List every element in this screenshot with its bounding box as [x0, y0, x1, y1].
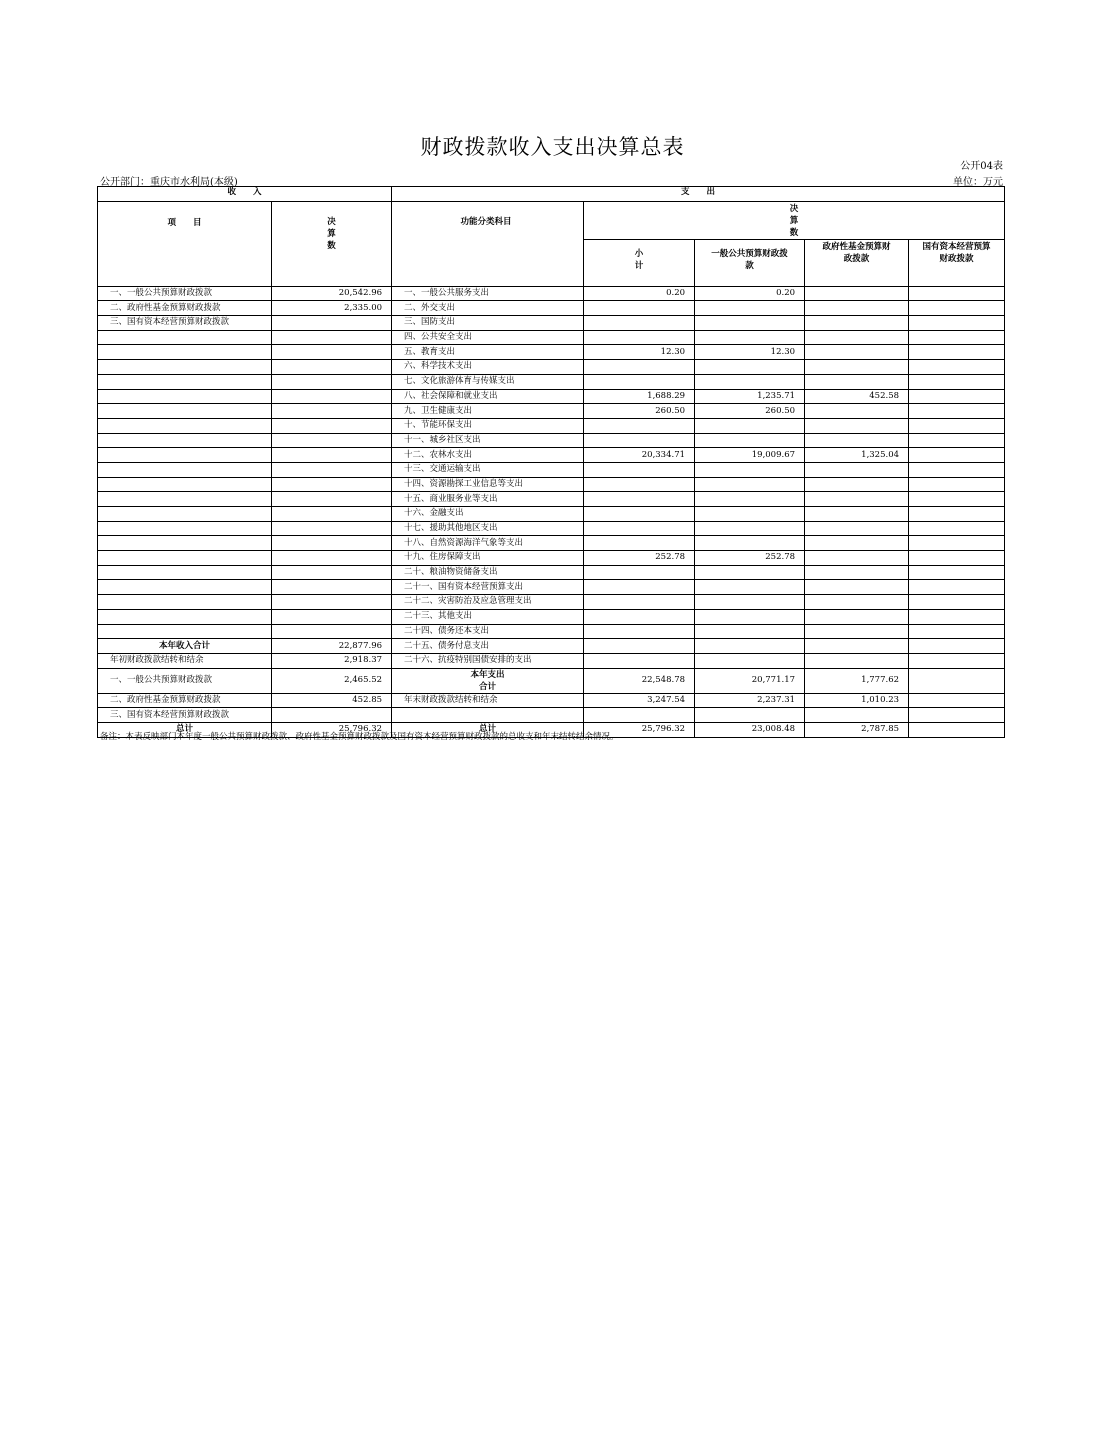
begin-capital-label: 三、国有资本经营预算财政拨款: [98, 708, 272, 723]
summary-row: [98, 708, 1005, 723]
state-capital-cell: [909, 360, 1005, 375]
year-expense-subtotal: 22,548.78: [584, 668, 695, 693]
empty-cell: [909, 653, 1005, 668]
subtotal-cell: [584, 492, 695, 507]
fund-budget-cell: [805, 492, 909, 507]
table-row: [98, 580, 1005, 595]
fund-budget-cell: [805, 536, 909, 551]
table-row: [98, 286, 1005, 301]
fund-budget-cell: [805, 404, 909, 419]
expense-item-cell: 十三、交通运输支出: [392, 462, 584, 477]
state-capital-cell: [909, 462, 1005, 477]
income-item-cell: [98, 389, 272, 404]
header-row-2: [98, 201, 1005, 239]
expense-item-cell: 七、文化旅游体育与传媒支出: [392, 374, 584, 389]
general-budget-cell: [695, 330, 805, 345]
expense-item-cell: 十八、自然资源海洋气象等支出: [392, 536, 584, 551]
table-row: [98, 595, 1005, 610]
empty-cell: [805, 653, 909, 668]
table-row: [98, 374, 1005, 389]
subtotal-cell: 0.20: [584, 286, 695, 301]
expense-item-cell: 十六、金融支出: [392, 507, 584, 522]
expense-item-cell: 九、卫生健康支出: [392, 404, 584, 419]
expense-item-cell: 十四、资源勘探工业信息等支出: [392, 477, 584, 492]
state-capital-cell: [909, 521, 1005, 536]
table-row: [98, 521, 1005, 536]
income-item-cell: 一、一般公共预算财政拨款: [98, 286, 272, 301]
general-budget-cell: 260.50: [695, 404, 805, 419]
header-row-1: [98, 187, 1005, 202]
summary-row: [98, 653, 1005, 668]
empty-cell: [909, 722, 1005, 737]
table-row: [98, 330, 1005, 345]
subtotal-cell: [584, 330, 695, 345]
income-item-cell: [98, 448, 272, 463]
begin-general-value: 2,465.52: [272, 668, 392, 693]
subtotal-cell: [584, 418, 695, 433]
expense-item-cell: 二十二、灾害防治及应急管理支出: [392, 595, 584, 610]
function-class-header: 功能分类科目: [392, 201, 584, 286]
end-balance-fund: 1,010.23: [805, 693, 909, 708]
total-income-value: 25,796.32: [272, 722, 392, 737]
fund-budget-cell: [805, 565, 909, 580]
income-item-cell: [98, 624, 272, 639]
year-expense-general: 20,771.17: [695, 668, 805, 693]
income-amount-cell: 2,335.00: [272, 301, 392, 316]
table-row: [98, 624, 1005, 639]
fund-budget-cell: [805, 595, 909, 610]
department-label: 公开部门：重庆市水利局(本级): [100, 177, 238, 188]
table-row: [98, 609, 1005, 624]
state-capital-cell: [909, 418, 1005, 433]
income-amount-cell: [272, 609, 392, 624]
fund-budget-cell: [805, 507, 909, 522]
income-amount-cell: [272, 462, 392, 477]
income-item-cell: [98, 477, 272, 492]
fund-budget-cell: [805, 345, 909, 360]
state-capital-cell: [909, 551, 1005, 566]
fund-budget-cell: [805, 624, 909, 639]
table-row: [98, 433, 1005, 448]
year-income-value: 22,877.96: [272, 639, 392, 654]
table-row: [98, 301, 1005, 316]
fund-budget-cell: [805, 433, 909, 448]
fund-budget-cell: [805, 580, 909, 595]
empty-cell: [909, 708, 1005, 723]
page-title: 财政拨款收入支出决算总表: [420, 135, 685, 159]
empty-cell: [909, 639, 1005, 654]
state-capital-cell: [909, 374, 1005, 389]
state-capital-cell: [909, 404, 1005, 419]
table-row: [98, 492, 1005, 507]
general-budget-cell: [695, 609, 805, 624]
income-amount-cell: [272, 316, 392, 331]
subtotal-cell: [584, 316, 695, 331]
income-item-cell: [98, 580, 272, 595]
state-capital-cell: [909, 345, 1005, 360]
state-capital-cell: [909, 477, 1005, 492]
fund-budget-cell: [805, 374, 909, 389]
empty-cell: [909, 668, 1005, 693]
final-amount-header: 决算数: [272, 201, 392, 286]
total-income-label: 总计: [98, 722, 272, 737]
expense-item-cell: 三、国防支出: [392, 316, 584, 331]
subtotal-cell: [584, 624, 695, 639]
income-amount-cell: [272, 595, 392, 610]
general-budget-cell: [695, 595, 805, 610]
summary-row: [98, 693, 1005, 708]
anti-epidemic-cell: 二十六、抗疫特别国债安排的支出: [392, 653, 584, 668]
state-capital-cell: [909, 492, 1005, 507]
empty-cell: [392, 708, 584, 723]
general-budget-cell: 19,009.67: [695, 448, 805, 463]
expense-item-cell: 十、节能环保支出: [392, 418, 584, 433]
subtotal-cell: 260.50: [584, 404, 695, 419]
fund-budget-cell: [805, 316, 909, 331]
income-item-cell: [98, 462, 272, 477]
year-expense-label-text: 本年支出合计: [470, 669, 505, 692]
expense-item-cell: 二十一、国有资本经营预算支出: [392, 580, 584, 595]
table-row: [98, 389, 1005, 404]
begin-fund-value: 452.85: [272, 693, 392, 708]
expense-item-cell: 五、教育支出: [392, 345, 584, 360]
income-item-cell: [98, 551, 272, 566]
general-budget-cell: 12.30: [695, 345, 805, 360]
income-amount-cell: [272, 551, 392, 566]
total-general: 23,008.48: [695, 722, 805, 737]
income-item-cell: [98, 374, 272, 389]
fund-budget-cell: [805, 360, 909, 375]
general-budget-cell: [695, 565, 805, 580]
general-budget-cell: [695, 536, 805, 551]
empty-cell: [909, 693, 1005, 708]
empty-cell: [695, 639, 805, 654]
fund-budget-cell: [805, 521, 909, 536]
general-budget-cell: [695, 521, 805, 536]
fund-budget-header: 政府性基金预算财政拨款: [805, 239, 909, 286]
income-amount-cell: 20,542.96: [272, 286, 392, 301]
state-capital-cell: [909, 433, 1005, 448]
subtotal-cell: 252.78: [584, 551, 695, 566]
subtotal-cell: [584, 360, 695, 375]
income-header: 收 入: [98, 187, 392, 202]
general-budget-cell: [695, 580, 805, 595]
fund-budget-cell: [805, 462, 909, 477]
table-row: [98, 316, 1005, 331]
empty-cell: [695, 653, 805, 668]
fund-budget-cell: [805, 477, 909, 492]
income-item-cell: [98, 609, 272, 624]
expense-item-cell: 二、外交支出: [392, 301, 584, 316]
general-budget-cell: [695, 360, 805, 375]
income-amount-cell: [272, 330, 392, 345]
table-row: [98, 551, 1005, 566]
expense-item-cell: 八、社会保障和就业支出: [392, 389, 584, 404]
income-amount-cell: [272, 507, 392, 522]
state-capital-cell: [909, 580, 1005, 595]
subtotal-cell: 1,688.29: [584, 389, 695, 404]
form-number: 公开04表: [960, 161, 1003, 172]
expense-item-cell: 四、公共安全支出: [392, 330, 584, 345]
begin-general-label: 一、一般公共预算财政拨款: [98, 668, 272, 693]
table-row: [98, 448, 1005, 463]
fund-budget-cell: [805, 418, 909, 433]
table-row: [98, 404, 1005, 419]
empty-cell: [584, 639, 695, 654]
income-item-cell: [98, 507, 272, 522]
state-capital-cell: [909, 286, 1005, 301]
empty-cell: [584, 708, 695, 723]
begin-balance-label: 年初财政拨款结转和结余: [98, 653, 272, 668]
income-amount-cell: [272, 580, 392, 595]
state-capital-cell: [909, 389, 1005, 404]
begin-fund-label: 二、政府性基金预算财政拨款: [98, 693, 272, 708]
year-income-label: 本年收入合计: [98, 639, 272, 654]
income-amount-cell: [272, 448, 392, 463]
income-amount-cell: [272, 492, 392, 507]
subtotal-cell: [584, 595, 695, 610]
table-row: [98, 345, 1005, 360]
state-capital-cell: [909, 565, 1005, 580]
state-capital-header: 国有资本经营预算财政拨款: [909, 239, 1005, 286]
expense-item-cell: 十一、城乡社区支出: [392, 433, 584, 448]
income-amount-cell: [272, 536, 392, 551]
general-budget-cell: 0.20: [695, 286, 805, 301]
income-item-cell: [98, 345, 272, 360]
unit-label: 单位：万元: [953, 177, 1003, 188]
table-row: [98, 360, 1005, 375]
state-capital-cell: [909, 448, 1005, 463]
general-budget-cell: [695, 316, 805, 331]
end-balance-general: 2,237.31: [695, 693, 805, 708]
footnote: 备注：本表反映部门本年度一般公共预算财政拨款、政府性基金预算财政拨款及国有资本经营预算财政拨款的总收支和年末结转结余情况。: [100, 732, 619, 742]
income-amount-cell: [272, 418, 392, 433]
total-expense-label: 总计: [392, 722, 584, 737]
expense-item-cell: 一、一般公共服务支出: [392, 286, 584, 301]
table-row: [98, 462, 1005, 477]
subtotal-cell: [584, 477, 695, 492]
income-amount-cell: [272, 345, 392, 360]
subtotal-cell: [584, 374, 695, 389]
general-budget-cell: [695, 418, 805, 433]
general-budget-cell: [695, 374, 805, 389]
general-budget-cell: 1,235.71: [695, 389, 805, 404]
general-budget-cell: [695, 477, 805, 492]
total-fund: 2,787.85: [805, 722, 909, 737]
subtotal-header: 小计: [584, 239, 695, 286]
end-balance-subtotal: 3,247.54: [584, 693, 695, 708]
expense-item-cell: 十七、援助其他地区支出: [392, 521, 584, 536]
income-amount-cell: [272, 477, 392, 492]
expense-item-cell: 二十、粮油物资储备支出: [392, 565, 584, 580]
general-budget-cell: [695, 462, 805, 477]
expense-header: 支 出: [392, 187, 1005, 202]
table-row: [98, 536, 1005, 551]
subtotal-cell: 20,334.71: [584, 448, 695, 463]
subtotal-cell: [584, 433, 695, 448]
expense-item-cell: 六、科学技术支出: [392, 360, 584, 375]
income-item-cell: 三、国有资本经营预算财政拨款: [98, 316, 272, 331]
expense-item-cell: 二十三、其他支出: [392, 609, 584, 624]
general-budget-header: 一般公共预算财政拨款: [695, 239, 805, 286]
income-item-cell: [98, 433, 272, 448]
subtotal-cell: 12.30: [584, 345, 695, 360]
income-item-cell: [98, 360, 272, 375]
total-subtotal: 25,796.32: [584, 722, 695, 737]
income-item-cell: [98, 595, 272, 610]
subtotal-cell: [584, 565, 695, 580]
income-amount-cell: [272, 433, 392, 448]
subtotal-cell: [584, 536, 695, 551]
income-amount-cell: [272, 374, 392, 389]
year-expense-fund: 1,777.62: [805, 668, 909, 693]
general-budget-cell: [695, 507, 805, 522]
final-amount-group-header: 决算数: [584, 201, 1005, 239]
expense-item-cell: 十二、农林水支出: [392, 448, 584, 463]
general-budget-cell: [695, 492, 805, 507]
income-item-cell: 二、政府性基金预算财政拨款: [98, 301, 272, 316]
income-item-cell: [98, 521, 272, 536]
income-amount-cell: [272, 389, 392, 404]
year-expense-label: [392, 668, 584, 693]
income-amount-cell: [272, 521, 392, 536]
general-budget-cell: [695, 624, 805, 639]
empty-cell: [584, 653, 695, 668]
income-item-cell: [98, 492, 272, 507]
state-capital-cell: [909, 536, 1005, 551]
begin-balance-value: 2,918.37: [272, 653, 392, 668]
expense-item-cell: 十五、商业服务业等支出: [392, 492, 584, 507]
subtotal-cell: [584, 580, 695, 595]
general-budget-cell: [695, 301, 805, 316]
state-capital-cell: [909, 624, 1005, 639]
income-amount-cell: [272, 624, 392, 639]
subtotal-cell: [584, 507, 695, 522]
item-header: 项 目: [98, 201, 272, 286]
subtotal-cell: [584, 521, 695, 536]
income-item-cell: [98, 404, 272, 419]
fund-budget-cell: [805, 286, 909, 301]
income-item-cell: [98, 536, 272, 551]
empty-cell: [695, 708, 805, 723]
budget-summary-table: [97, 186, 1005, 738]
expense-item-cell: 十九、住房保障支出: [392, 551, 584, 566]
state-capital-cell: [909, 316, 1005, 331]
empty-cell: [272, 708, 392, 723]
fund-budget-cell: [805, 551, 909, 566]
empty-cell: [805, 708, 909, 723]
summary-row: [98, 639, 1005, 654]
summary-row: [98, 668, 1005, 693]
state-capital-cell: [909, 330, 1005, 345]
end-balance-label: 年末财政拨款结转和结余: [392, 693, 584, 708]
fund-budget-cell: 1,325.04: [805, 448, 909, 463]
subtotal-cell: [584, 609, 695, 624]
state-capital-cell: [909, 507, 1005, 522]
income-item-cell: [98, 330, 272, 345]
income-amount-cell: [272, 360, 392, 375]
income-amount-cell: [272, 565, 392, 580]
income-item-cell: [98, 565, 272, 580]
table-row: [98, 565, 1005, 580]
income-item-cell: [98, 418, 272, 433]
general-budget-cell: 252.78: [695, 551, 805, 566]
expense-item-cell: 二十四、债务还本支出: [392, 624, 584, 639]
general-budget-cell: [695, 433, 805, 448]
debt-interest-cell: 二十五、债务付息支出: [392, 639, 584, 654]
state-capital-cell: [909, 609, 1005, 624]
table-row: [98, 477, 1005, 492]
income-amount-cell: [272, 404, 392, 419]
state-capital-cell: [909, 595, 1005, 610]
fund-budget-cell: 452.58: [805, 389, 909, 404]
fund-budget-cell: [805, 330, 909, 345]
empty-cell: [805, 639, 909, 654]
subtotal-cell: [584, 462, 695, 477]
subtotal-cell: [584, 301, 695, 316]
state-capital-cell: [909, 301, 1005, 316]
table-row: [98, 507, 1005, 522]
fund-budget-cell: [805, 609, 909, 624]
fund-budget-cell: [805, 301, 909, 316]
table-row: [98, 418, 1005, 433]
